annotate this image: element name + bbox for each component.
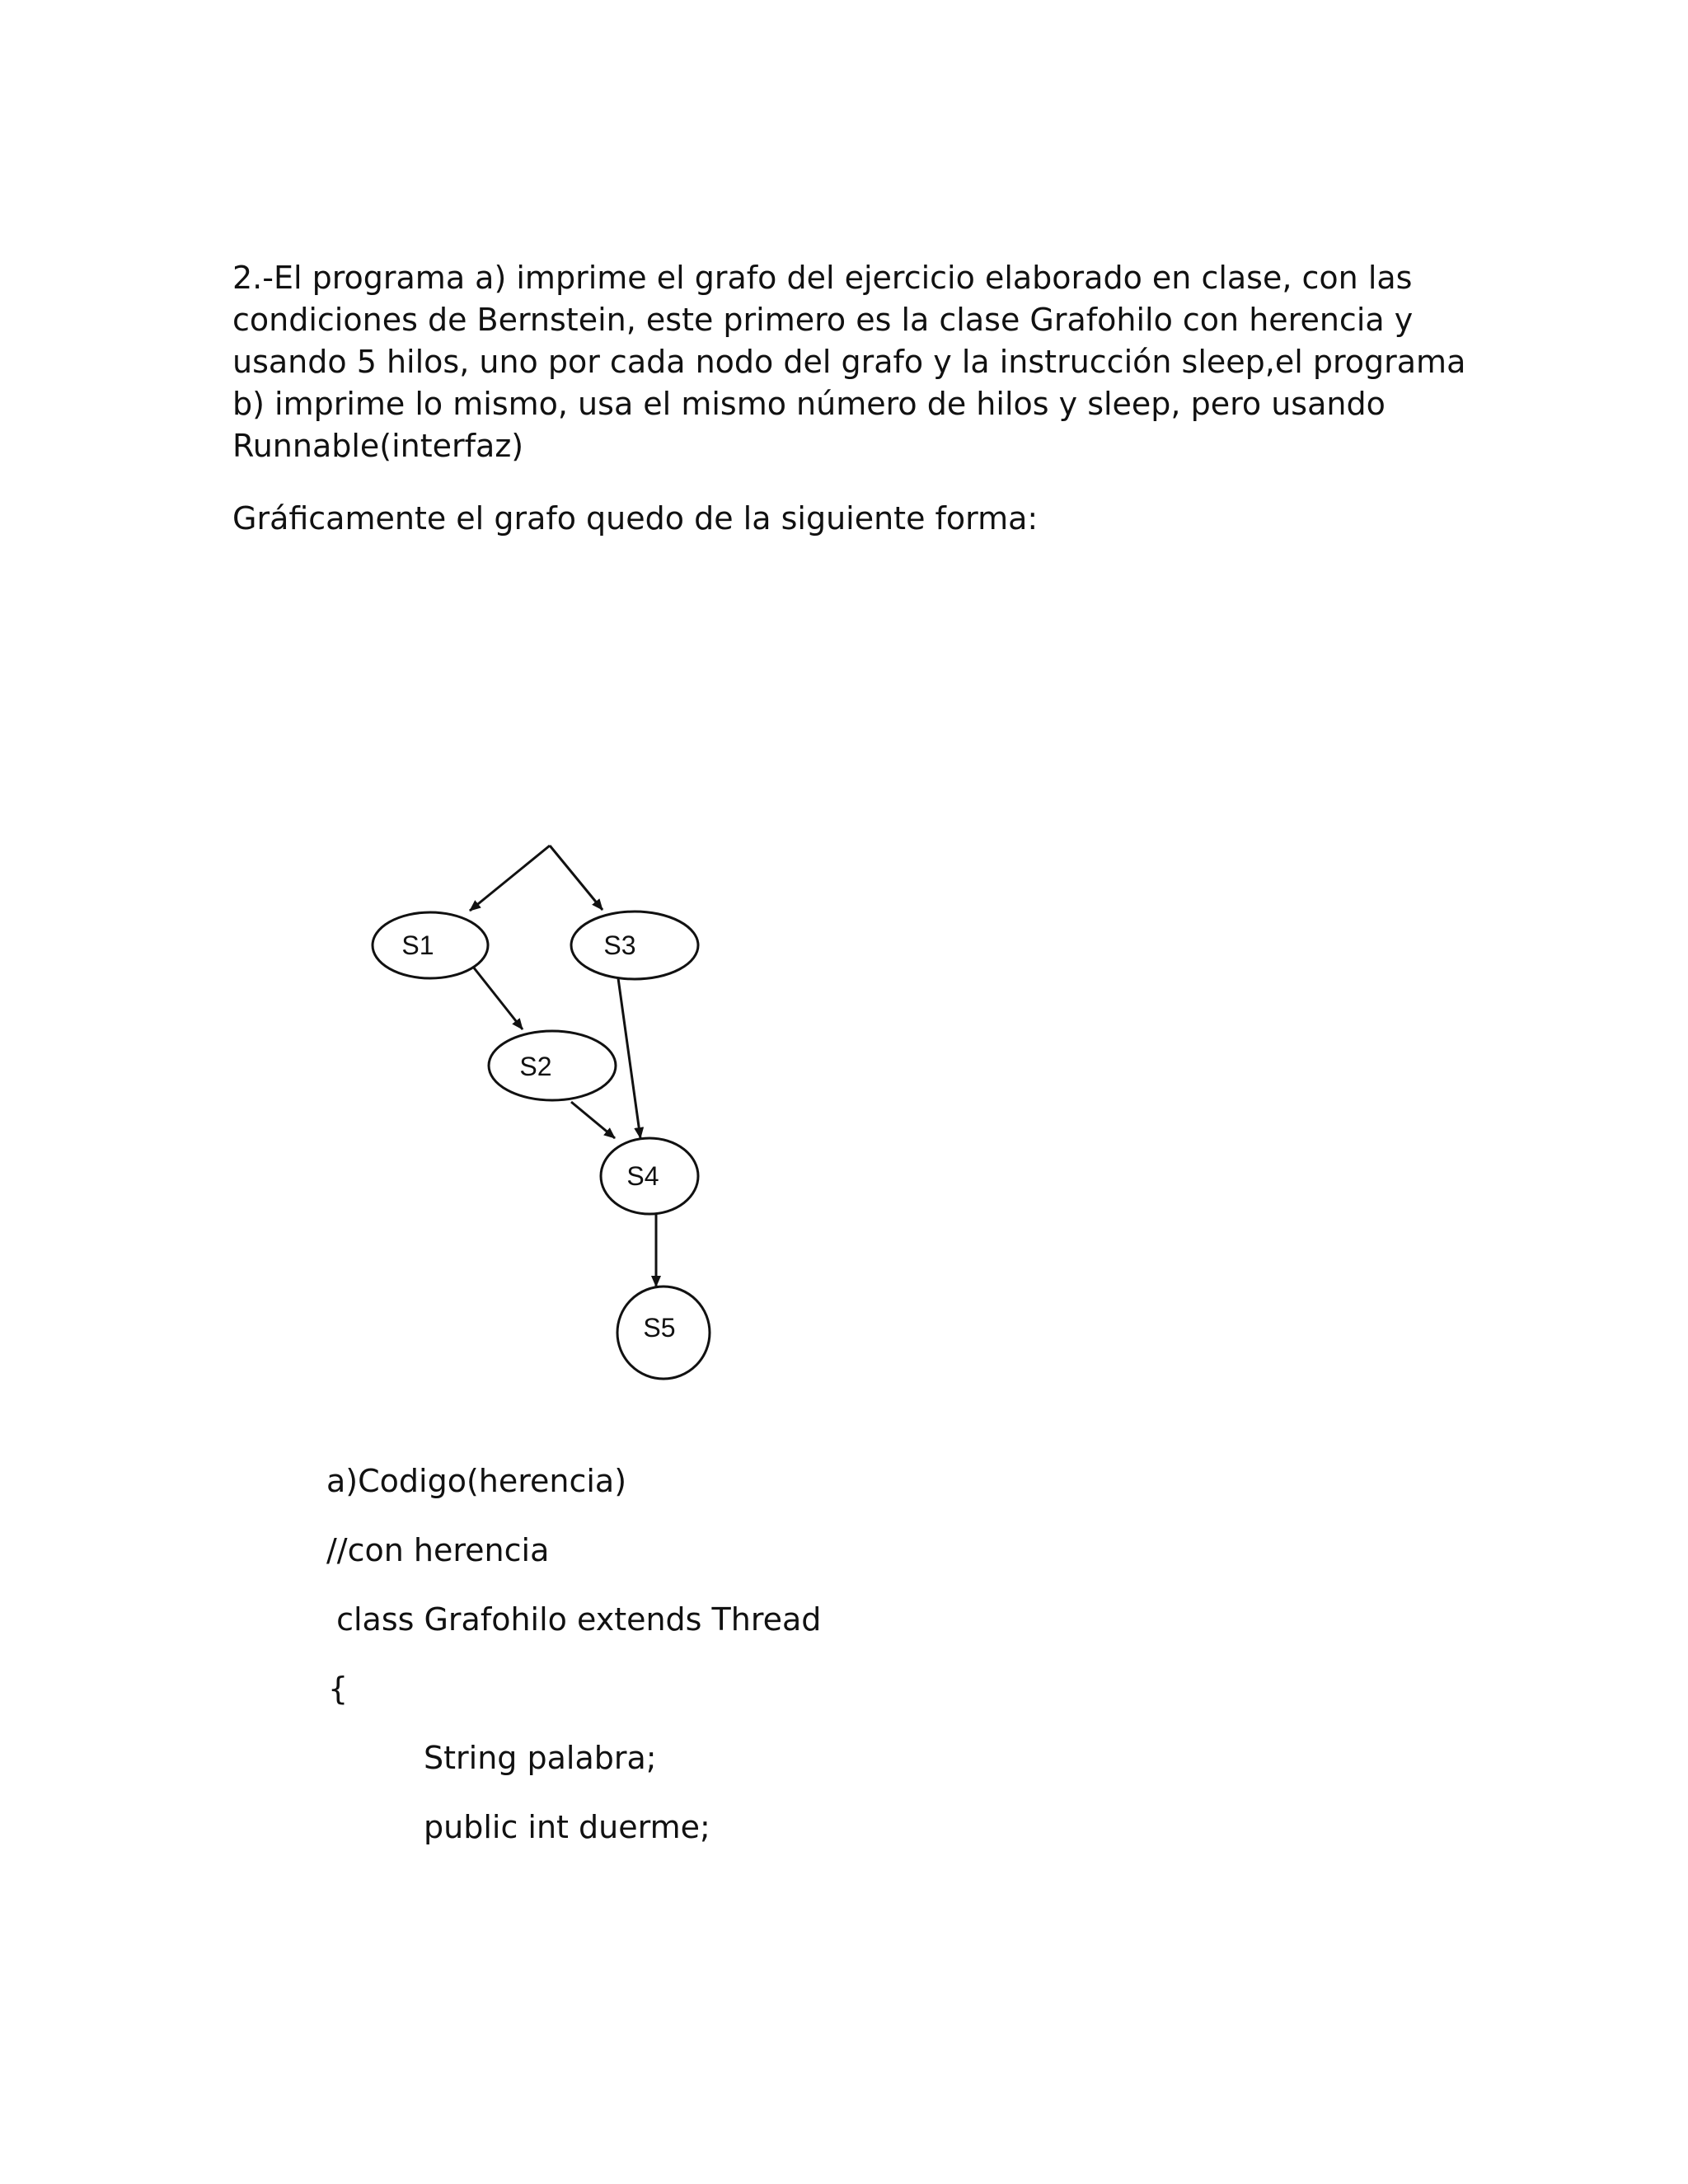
edge-s1-s2 <box>467 958 523 1029</box>
node-s4-label: S4 <box>626 1161 659 1191</box>
graph-intro-text: Gráficamente el grafo quedo de la siguiente forma: <box>232 500 1039 537</box>
node-s5-label: S5 <box>643 1313 676 1343</box>
code-line-3: { <box>328 1671 349 1707</box>
edge-s3-s4 <box>618 978 640 1138</box>
node-s2 <box>489 1031 616 1100</box>
edge-start-s3 <box>550 846 603 910</box>
intro-line-1: 2.-El programa a) imprime el grafo del ejercicio elaborado en clase, con las <box>232 260 1413 296</box>
node-s1-label: S1 <box>401 930 434 960</box>
intro-line-4: b) imprime lo mismo, usa el mismo número de hilos y sleep, pero usando <box>232 386 1386 422</box>
edge-start-s1 <box>470 846 550 911</box>
code-line-2: class Grafohilo extends Thread <box>326 1601 822 1638</box>
edge-s2-s4 <box>571 1102 615 1138</box>
intro-line-5: Runnable(interfaz) <box>232 428 524 464</box>
node-s5 <box>617 1286 710 1379</box>
code-line-1: //con herencia <box>326 1532 550 1568</box>
node-s4 <box>601 1138 698 1214</box>
node-s3 <box>571 912 698 979</box>
code-heading: a)Codigo(herencia) <box>326 1463 627 1499</box>
code-line-5: public int duerme; <box>424 1809 710 1845</box>
node-s1 <box>373 912 488 978</box>
code-line-4: String palabra; <box>424 1740 657 1776</box>
intro-line-2: condiciones de Bernstein, este primero es la clase Grafohilo con herencia y <box>232 302 1414 338</box>
intro-line-3: usando 5 hilos, uno por cada nodo del grafo y la instrucción sleep,el programa <box>232 344 1466 380</box>
node-s2-label: S2 <box>519 1052 552 1081</box>
node-s3-label: S3 <box>603 930 636 960</box>
